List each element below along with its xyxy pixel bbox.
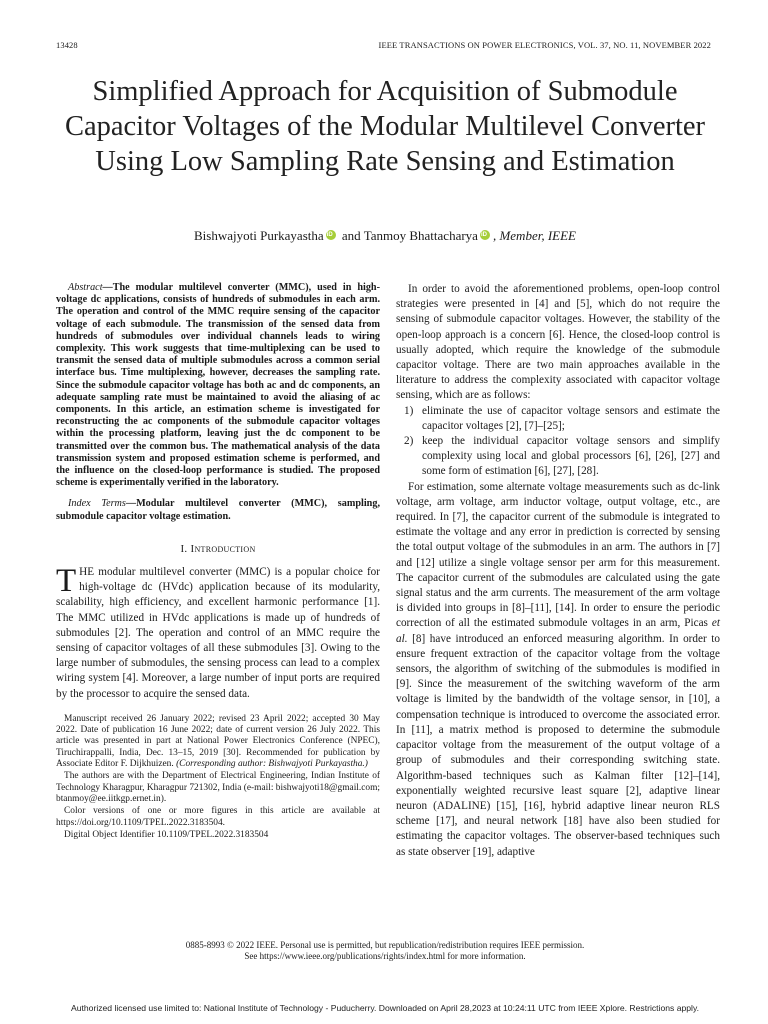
rights-link[interactable]: See https://www.ieee.org/publications/rights/index.html for more information. bbox=[244, 951, 526, 961]
page-number: 13428 bbox=[56, 40, 78, 50]
footnotes bbox=[56, 714, 380, 841]
index-terms bbox=[56, 498, 380, 522]
list-item: 1) eliminate the use of capacitor voltage sensors and estimate the capacitor voltages [2], [7]–[25]; bbox=[404, 404, 720, 432]
journal-header: IEEE TRANSACTIONS ON POWER ELECTRONICS, VOL. 37, NO. 11, NOVEMBER 2022 bbox=[378, 40, 711, 50]
author-membership: , Member, IEEE bbox=[492, 228, 576, 243]
list-item: 2) keep the individual capacitor voltage sensors and simplify complexity using local and global processors [6], [26], [27] and some form of estimation [6], [27], [28]. bbox=[404, 435, 720, 478]
author-2: Tanmoy Bhattacharya bbox=[363, 228, 478, 243]
footnote-color[interactable]: Color versions of one or more figures in this article are available at https://doi.org/10.1109/TPEL.2022.3183504. bbox=[56, 806, 380, 828]
index-terms-text: —Modular multilevel converter (MMC), sampling, submodule capacitor voltage estimation. bbox=[56, 498, 380, 522]
footnote-doi: Digital Object Identifier 10.1109/TPEL.2022.3183504 bbox=[64, 829, 269, 840]
left-column bbox=[56, 282, 380, 842]
footnote-affiliation: The authors are with the Department of Electrical Engineering, Indian Institute of Technology Kharagpur, Kharagpur 721302, India (e-mail: bishwajyoti18@gmail.com; btanmoy@ee.iitkgp.ernet.in). bbox=[56, 771, 380, 804]
abstract-label: Abstract bbox=[68, 282, 103, 293]
right-column bbox=[396, 282, 720, 860]
dropcap: T bbox=[56, 563, 77, 600]
intro-paragraph bbox=[56, 565, 380, 702]
author-line bbox=[40, 228, 730, 244]
paper-title: Simplified Approach for Acquisition of Submodule Capacitor Voltages of the Modular Multilevel Converter Using Low Sampling Rate Sensing and Estimation bbox=[64, 76, 706, 177]
approach-list bbox=[396, 404, 720, 480]
copyright-line: 0885-8993 © 2022 IEEE. Personal use is permitted, but republication/redistribution requires IEEE permission. bbox=[185, 940, 585, 950]
paragraph: In order to avoid the aforementioned problems, open-loop control strategies were presented in [4] and [5], which do not require the sensing of submodule capacitor voltages. However, the stability of the open-loop approach is a concern [6]. Hence, the closed-loop control is usually adopted, which require the knowledge of the submodule capacitor voltage. There are two main approaches available in the literature to address the complexity associated with capacitor voltage sensing, which are as follows: bbox=[396, 283, 720, 402]
orcid-icon[interactable] bbox=[480, 230, 490, 240]
abstract bbox=[56, 282, 380, 489]
section-number: I. bbox=[180, 542, 188, 555]
license-footer: Authorized licensed use limited to: National Institute of Technology - Puducherry. Downloaded on April 28,2023 at 10:24:11 UTC from IEEE Xplore. Restrictions apply. bbox=[71, 1003, 699, 1013]
author-conjunction: and bbox=[341, 228, 361, 243]
footnote-manuscript: Manuscript received 26 January 2022; revised 23 April 2022; accepted 30 May 2022. Date of publication 16 June 2022; date of current version 26 July 2022. This article was presented in part at National Power Electronics Conference (NPEC), Tiruchirappalli, India, Dec. 13–15, 2019 [30]. Recommended for publication by Associate Editor F. Dijkhuizen. (Corresponding author: Bishwajyoti Purkayastha.) bbox=[56, 713, 380, 770]
section-heading bbox=[56, 542, 380, 557]
index-terms-label: Index Terms bbox=[68, 498, 126, 510]
copyright-notice bbox=[40, 940, 730, 962]
section-title: Introduction bbox=[190, 542, 256, 555]
author-1: Bishwajyoti Purkayastha bbox=[194, 228, 324, 243]
intro-text: HE modular multilevel converter (MMC) is a popular choice for high-voltage dc (HVdc) application because of its modularity, scalability, high efficiency, and excellent harmonic performance [1]. The MMC utilized in HVdc applications is made up of hundreds of submodules [2]. The operation and control of an MMC require the sensing of capacitor voltages of all these submodules [3]. Owing to the large number of submodules, the sensing process can lead to a complex wiring system [4]. Moreover, a large number of input ports are required by the processor to acquire the sensed data. bbox=[56, 566, 380, 700]
paragraph: For estimation, some alternate voltage measurements such as dc-link voltage, arm voltage, arm inductor voltage, output voltage, etc., are required. In [7], the capacitor current of the submodule is integrated to estimate the voltage and any error in prediction is corrected by sensing the total output voltage of the submodules in an arm. The authors in [7] and [12] utilize a single voltage sensor per arm for this measurement. The capacitor current of the submodules are calculated using the gate signal status and the arm currents. The measurement of the arm voltage is divided into groups in [8]–[11], [14]. In order to ensure the periodic correction of all the estimated submodule voltages in an arm, Picas et al. [8] have introduced an enforced measuring algorithm. In order to ensure frequent extraction of the capacitor voltage from the voltage sensors, the algorithm of switching of the submodules is modified in [9]. Since the measurement of the switching waveform of the arm voltage is limited by the bandwidth of the voltage sensor, in [10], a compensation technique is introduced to overcome the associated error. In [11], a matrix method is proposed to determine the submodule capacitor voltage from the measurement of the output voltage of a group of submodules and their corresponding switching state. Algorithm-based techniques such as Kalman filter [12]–[14], exponentially weighted recursive least square [2], adaptive linear neuron (ADALINE) [15], [16], hybrid adaptive linear neuron RLS scheme [17], and neural network [18] have also been studied for estimating the capacitor voltages. The observer-based techniques such as state observer [19], adaptive bbox=[396, 480, 720, 858]
orcid-icon[interactable] bbox=[326, 230, 336, 240]
abstract-text: —The modular multilevel converter (MMC), used in high-voltage dc applications, consists of hundreds of submodules in each arm. The operation and control of the MMC require sensing of the capacitor voltage of each submodule. The transmission of the sensed data from hundreds of submodules over individual channels leads to wiring complexity. This work suggests that time-multiplexing can be used to transmit the sensed data of multiple submodules across a common serial interface bus. Time multiplexing, however, decreases the sampling rate. Since the submodule capacitor voltage has both ac and dc components, an adequate sampling rate must be maintained to avoid the aliasing of ac components. In this article, an estimation scheme is investigated for reconstructing the ac components of the submodule capacitor voltages within the processing platform, leaving just the dc component to be transmitted over the common bus. The mathematical analysis of the data transmission system and proposed estimation scheme is performed, and the influence on the closed-loop performance is studied. The proposed scheme is experimentally verified in the laboratory. bbox=[56, 282, 380, 489]
